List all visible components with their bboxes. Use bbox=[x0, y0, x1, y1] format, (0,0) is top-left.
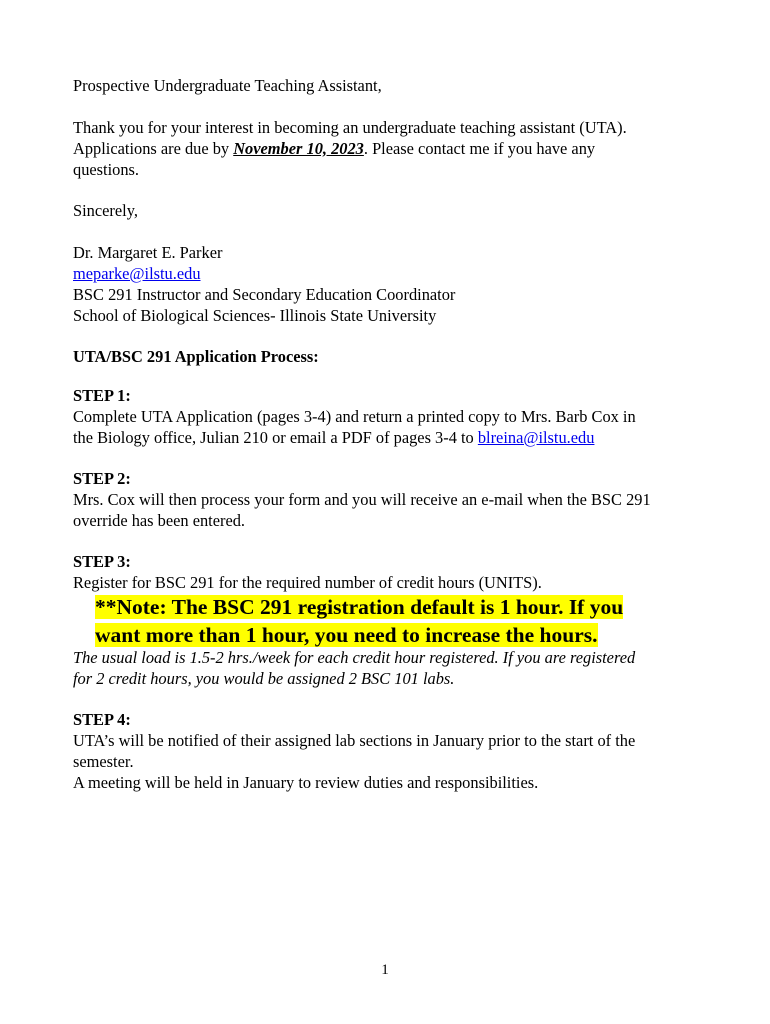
step-4-line-1: UTA’s will be notified of their assigned lab sections in January prior to the start of the bbox=[73, 731, 636, 750]
step-3-italic-line-2: for 2 credit hours, you would be assigned 2 BSC 101 labs. bbox=[73, 669, 455, 688]
intro-line-1: Thank you for your interest in becoming an undergraduate teaching assistant (UTA). bbox=[73, 118, 627, 137]
step-1-line-1: Complete UTA Application (pages 3-4) and return a printed copy to Mrs. Barb Cox in bbox=[73, 407, 636, 426]
step-3-label: STEP 3: bbox=[73, 552, 131, 571]
step-4-line-3: A meeting will be held in January to review duties and responsibilities. bbox=[73, 773, 539, 792]
signature-title: BSC 291 Instructor and Secondary Education Coordinator bbox=[73, 285, 456, 304]
step-2-label: STEP 2: bbox=[73, 469, 131, 488]
due-date: November 10, 2023 bbox=[233, 139, 364, 158]
step-2-line-1: Mrs. Cox will then process your form and you will receive an e-mail when the BSC 291 bbox=[73, 490, 651, 509]
step-1-line-2-text: the Biology office, Julian 210 or email a PDF of pages 3-4 to bbox=[73, 428, 478, 447]
intro-line-2-end: . Please contact me if you have any bbox=[363, 139, 596, 158]
process-heading: UTA/BSC 291 Application Process: bbox=[73, 347, 319, 366]
step-2-line-2: override has been entered. bbox=[73, 511, 246, 530]
step-3-line-1: Register for BSC 291 for the required number of credit hours (UNITS). bbox=[73, 573, 542, 592]
signature-school: School of Biological Sciences- Illinois State University bbox=[73, 306, 437, 325]
step-3-note-highlight-2: want more than 1 hour, you need to increase the hours. bbox=[95, 623, 598, 647]
step-3-note-line-1 bbox=[95, 593, 623, 621]
signature-name: Dr. Margaret E. Parker bbox=[73, 243, 223, 262]
step-4-label: STEP 4: bbox=[73, 710, 131, 729]
intro-line-3: questions. bbox=[73, 160, 140, 179]
step-3-note-highlight-1: **Note: The BSC 291 registration default is 1 hour. If you bbox=[95, 595, 624, 619]
step-1-line-2 bbox=[73, 427, 594, 448]
closing: Sincerely, bbox=[73, 201, 138, 220]
intro-line-2 bbox=[73, 138, 595, 159]
page-number: 1 bbox=[381, 962, 389, 978]
signature-email-link[interactable]: meparke@ilstu.edu bbox=[73, 264, 201, 283]
step-3-italic-line-1: The usual load is 1.5-2 hrs./week for each credit hour registered. If you are registered bbox=[73, 648, 636, 667]
step-1-label: STEP 1: bbox=[73, 386, 131, 405]
step-1-email-link[interactable]: blreina@ilstu.edu bbox=[477, 428, 595, 447]
intro-line-2-start: Applications are due by bbox=[73, 139, 234, 158]
greeting: Prospective Undergraduate Teaching Assistant, bbox=[73, 76, 382, 95]
step-4-line-2: semester. bbox=[73, 752, 134, 771]
step-3-note-line-2 bbox=[95, 621, 598, 649]
